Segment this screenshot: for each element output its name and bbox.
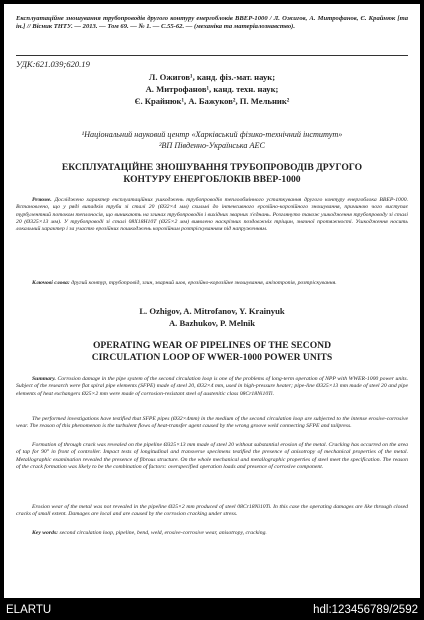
ua-abstract-label: Резюме.: [32, 197, 52, 203]
citation-header: Експлуатаційне зношування трубопроводів другого контуру енергоблоків ВВЕР-1000 / Л. Ожигов, А. Митрофанов, Є. Крайнюк [та ін.] // Вісник ТНТУ. — 2013. — Том 69. — № 1. — С.55-62. — (механіка та матеріалознавство).: [16, 15, 408, 31]
handle-link[interactable]: hdl:123456789/2592: [313, 604, 418, 616]
ua-author-line-1: Л. Ожигов¹, канд. фіз.-мат. наук;: [148, 72, 276, 82]
en-summary: [16, 376, 408, 398]
ua-author-line-2: А. Митрофанов¹, канд. техн. наук;: [145, 84, 279, 94]
en-summary-label: Summary.: [32, 376, 56, 382]
en-summary-text: Corrosion damage in the pipe system of the second circulation loop is one of the problems of long-term operation of NPP with WWER-1000 power units. Subject of the research were flat spiral pipe elements (SFPE) made of steel 20, Ø32×4 mm, used in high-pressure heater; pipe-line Ø325×13 mm made of steel 20 and pipe elements of heat exchangers Ø25×2 mm were made of corrosion-resistant steel of austenitic class 08Cr18Ni10Ti.: [16, 376, 409, 397]
repository-footer: [0, 602, 424, 620]
en-paragraph-4: Erosion wear of the metal was not revealed in the pipeline Ø25×2 mm produced of steel 08Cr18Ni10Ti. In this case the operating damages are like through closed cracks of small extent. Damages are local and are caused by the corrosion cracking under stress.: [16, 504, 408, 518]
en-author-line-2: A. Bazhukov, P. Melnik: [168, 318, 256, 328]
ua-abstract-text: Досліджено характер експлуатаційних ушкоджень трубопроводів теплообмінного устаткування другого контуру енергоблока ВВЕР-1000. Встановлено, що у ряді випадків труби зі сталі 20 (Ø32×4 мм) схильні до інтенсивного ерозійно-корозійного зношування, причиною чого виступає турбулентний потоком теплоносія, що виникають на згинах трубопроводів і вихідних зварних з'єднань. Розглянуто також ушкодження трубопроводу зі сталі 20 (Ø325×13 мм). У трубопроводі зі сталі 08Х18Н10Т (Ø25×2 мм) виявлено наскрізних поздовжніх тріщин, значної протяжності. Ушкодження носить локальний характер і за участю ерозійних пошкоджень корозійним розтріскуванням під напруженням.: [16, 197, 409, 233]
udc-code: УДК:621.039;620.19: [16, 59, 90, 69]
ua-title-line-1: ЕКСПЛУАТАЦІЙНЕ ЗНОШУВАННЯ ТРУБОПРОВОДІВ ДРУГОГО: [61, 162, 363, 173]
ua-abstract: [16, 197, 408, 234]
en-author-line-1: L. Ozhigov, A. Mitrofanov, Y. Krainyuk: [139, 306, 285, 316]
ua-keywords-label: Ключові слова:: [32, 280, 70, 286]
ua-keywords-text: другий контур, трубопровід, згин, зварний шов, ерозійно-корозійне зношування, анізотропія, розтріскування.: [71, 280, 337, 286]
repository-name: ELARTU: [6, 604, 52, 616]
en-keywords: [16, 530, 408, 537]
ua-keywords: [16, 280, 408, 287]
ua-title-line-2: КОНТУРУ ЕНЕРГОБЛОКІВ ВВЕР-1000: [123, 174, 301, 185]
en-title-line-2: CIRCULATION LOOP OF WWER-1000 POWER UNITS: [91, 352, 333, 363]
ua-affiliation-1: ¹Національний науковий центр «Харківський фізико-технічний інститут»: [81, 130, 343, 139]
en-paragraph-3: Formation of through crack was revealed on the pipeline Ø325×13 mm made of steel 20 without substantial erosion of the metal. Cracking has occurred on the area of tap for 90° in front of controller. Impact tests of longitudinal and transverse specimens testified the presence of anisotropy of mechanical properties of the metal. Metallographic examination revealed the presence of fibrous structure. On the whole mechanical and metallographic properties of steel meet the specification. The reason of the crack formation was likely to be the combination of factors: overspecified operation loads and presence of corrosive component.: [16, 442, 408, 471]
en-keywords-text: second circulation loop, pipeline, bend, weld, erosive-corrosive wear, anisotropy, cracking.: [59, 530, 267, 536]
en-keywords-label: Key words:: [32, 530, 59, 536]
en-paragraph-2: The performed investigations have testified that SFPE pipes (Ø32×4mm) in the medium of the second circulation loop are subjected to the intense erosive-corrosive wear. The reason of this phenomenon is the turbulent flows of heat-transfer agent caused by the wrong groove weld connecting SFPE and tailpress.: [16, 416, 408, 430]
ua-author-line-3: Є. Крайнюк¹, А. Бажуков², П. Мельник²: [134, 96, 290, 106]
header-rule: [16, 55, 408, 56]
document-page: [4, 4, 420, 598]
en-title-line-1: OPERATING WEAR OF PIPELINES OF THE SECOND: [92, 340, 332, 351]
ua-affiliation-2: ²ВП Південно-Українська АЕС: [158, 141, 266, 150]
